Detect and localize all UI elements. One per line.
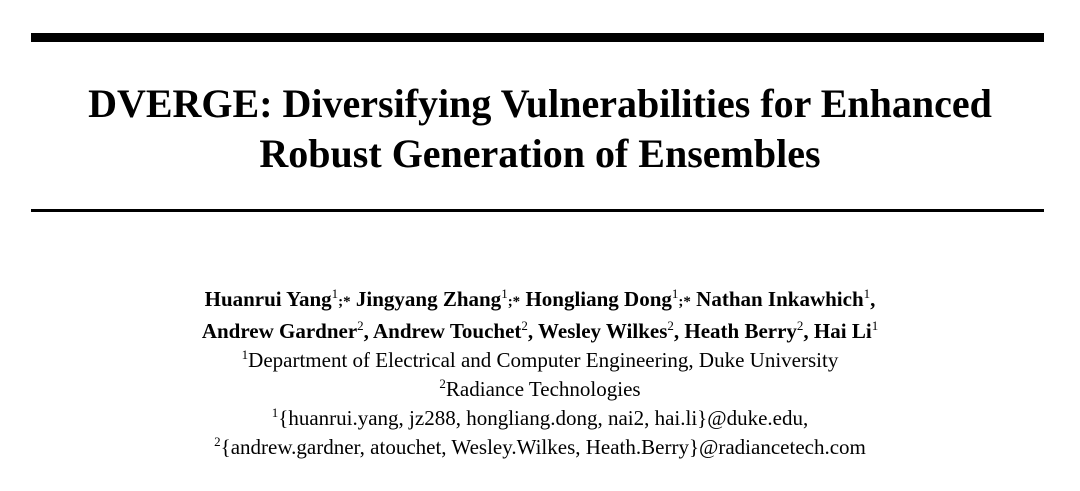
- affiliation-number: 1: [241, 347, 249, 362]
- paper-title: [0, 79, 1080, 179]
- top-rule: [31, 33, 1044, 42]
- bottom-rule: [31, 209, 1044, 212]
- author-name: Jingyang Zhang: [355, 287, 502, 311]
- author-line-2: [0, 317, 1080, 346]
- author-name: Hai Li: [813, 319, 872, 343]
- author-name: Hongliang Dong: [525, 287, 672, 311]
- author-affiliation-mark: 2: [357, 318, 364, 333]
- affiliation-text: Radiance Technologies: [445, 377, 641, 401]
- author-name: Nathan Inkawhich: [696, 287, 864, 311]
- affiliation-number: 2: [439, 376, 446, 391]
- author-name: Huanrui Yang: [204, 287, 332, 311]
- title-line-1: DVERGE: Diversifying Vulnerabilities for Enhanced: [88, 81, 992, 126]
- title-line-2: Robust Generation of Ensembles: [259, 131, 821, 176]
- author-affiliation-mark: 1: [331, 286, 339, 301]
- author-name: Andrew Gardner: [201, 319, 358, 343]
- author-affiliation-mark: 2: [521, 318, 528, 333]
- affiliation-line-2: [0, 375, 1080, 404]
- author-block: [0, 285, 1080, 462]
- author-name: Andrew Touchet: [373, 319, 522, 343]
- author-name: Heath Berry: [684, 319, 797, 343]
- email-affiliation-number: 2: [214, 434, 221, 449]
- author-name: Wesley Wilkes: [538, 319, 668, 343]
- author-separator: ,: [363, 319, 369, 343]
- author-separator: ,: [527, 319, 534, 343]
- author-affiliation-mark: 1: [871, 318, 879, 333]
- email-text: {huanrui.yang, jz288, hongliang.dong, nai2, hai.li}@duke.edu,: [278, 406, 809, 430]
- author-separator: ,: [870, 287, 876, 311]
- email-line-2: [0, 433, 1080, 462]
- affiliation-line-1: [0, 346, 1080, 375]
- author-separator: ;*: [507, 294, 521, 310]
- author-separator: ,: [673, 319, 680, 343]
- author-affiliation-mark: 2: [796, 318, 804, 333]
- email-text: {andrew.gardner, atouchet, Wesley.Wilkes, Heath.Berry}@radiancetech.com: [220, 435, 866, 459]
- author-separator: ;*: [338, 294, 351, 310]
- author-affiliation-mark: 1: [671, 286, 679, 301]
- author-separator: ,: [803, 319, 809, 343]
- affiliation-text: Department of Electrical and Computer Engineering, Duke University: [248, 348, 839, 372]
- author-line-1: [0, 285, 1080, 317]
- author-separator: ;*: [678, 294, 691, 310]
- author-affiliation-mark: 2: [667, 318, 674, 333]
- author-affiliation-mark: 1: [863, 286, 871, 301]
- author-affiliation-mark: 1: [501, 286, 508, 301]
- email-affiliation-number: 1: [271, 405, 279, 420]
- email-line-1: [0, 404, 1080, 433]
